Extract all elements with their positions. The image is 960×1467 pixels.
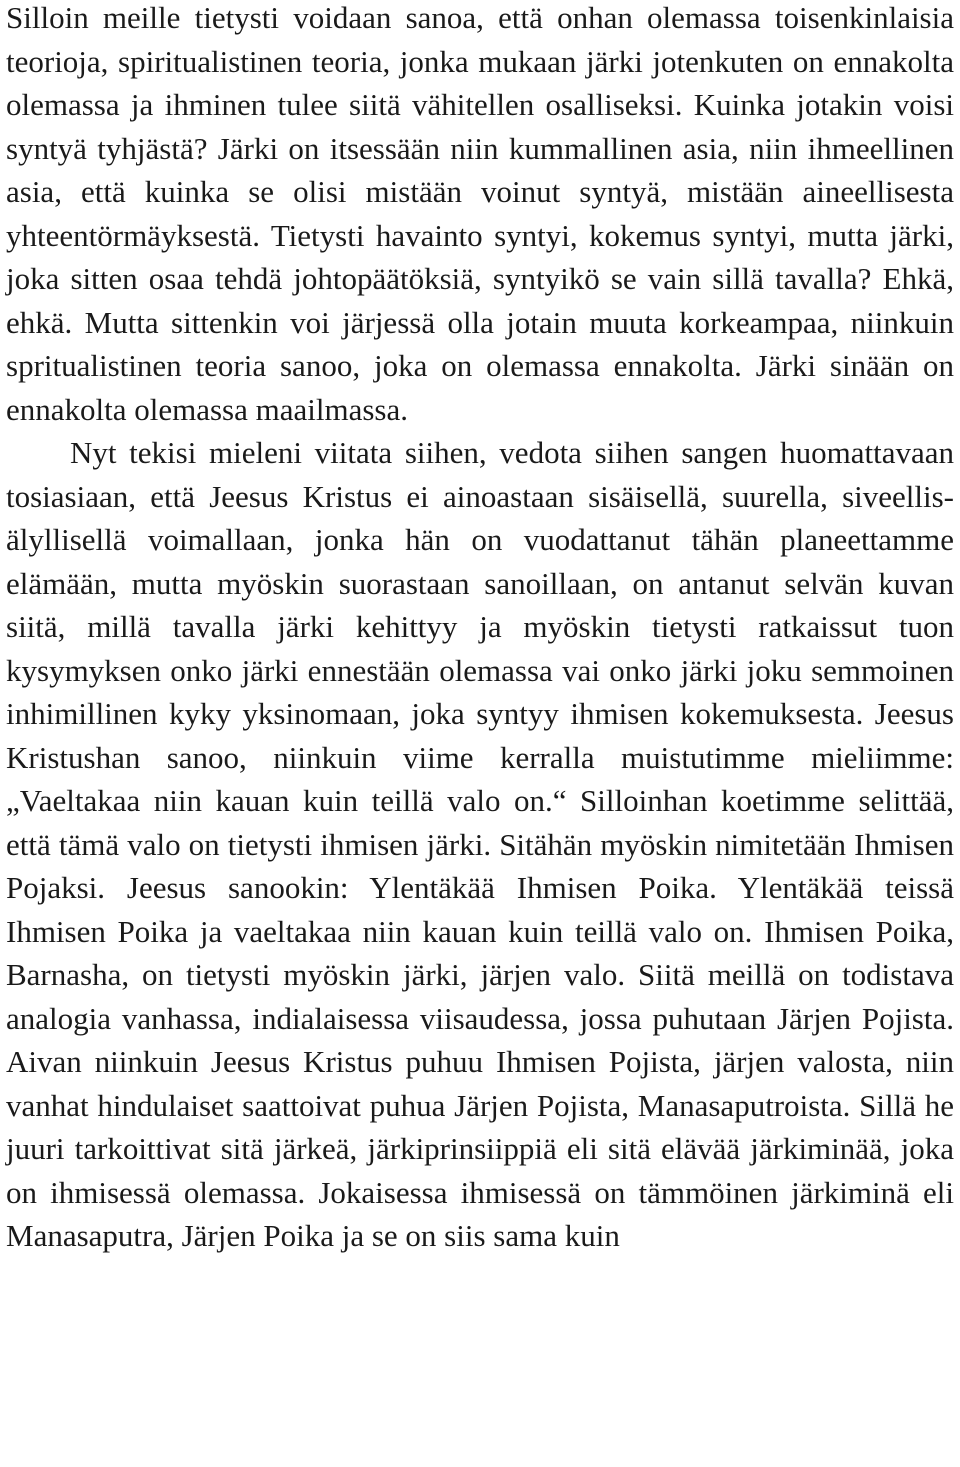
paragraph-1: Silloin meille tietysti voidaan sanoa, että onhan olemassa toisenkinlaisia teorioja, spiritualistinen teoria, jonka mukaan järki jotenkuten on ennakolta olemassa ja ihminen tulee siitä vähitellen osalliseksi. Kuinka jotakin voisi syntyä tyhjästä? Järki on itsessään niin kummallinen asia, niin ihmeellinen asia, että kuinka se olisi mistään voinut syntyä, mistään aineellisesta yhteentörmäyksestä. Tietysti havainto syntyi, kokemus syntyi, mutta järki, joka sitten osaa tehdä johtopäätöksiä, syntyikö se vain sillä tavalla? Ehkä, ehkä. Mutta sittenkin voi järjessä olla jotain muuta korkeampaa, niinkuin spritualistinen teoria sanoo, joka on olemassa ennakolta. Järki sinään on ennakolta olemassa maailmassa. (6, 0, 954, 427)
paragraph-2: Nyt tekisi mieleni viitata siihen, vedota siihen sangen huomattavaan tosiasiaan, että Jeesus Kristus ei ainoastaan sisäisellä, suurella, siveellis-älyllisellä voimallaan, jonka hän on vuodattanut tähän planeettamme elämään, mutta myöskin suorastaan sanoillaan, on antanut selvän kuvan siitä, millä tavalla järki kehittyy ja myöskin tietysti ratkaissut tuon kysymyksen onko järki ennestään olemassa vai onko järki joku semmoinen inhimillinen kyky yksinomaan, joka syntyy ihmisen kokemuksesta. Jeesus Kristushan sanoo, niinkuin viime kerralla muistutimme mieliimme: „Vaeltakaa niin kauan kuin teillä valo on.“ Silloinhan koetimme selittää, että tämä valo on tietysti ihmisen järki. Sitähän myöskin nimitetään Ihmisen Pojaksi. Jeesus sanookin: Ylentäkää Ihmisen Poika. Ylentäkää teissä Ihmisen Poika ja vaeltakaa niin kauan kuin teillä valo on. Ihmisen Poika, Barnasha, on tietysti myöskin järki, järjen valo. Siitä meillä on todistava analogia vanhassa, indialaisessa viisaudessa, jossa puhutaan Järjen Pojista. Aivan niinkuin Jeesus Kristus puhuu Ihmisen Pojista, järjen valosta, niin vanhat hindulaiset saattoivat puhua Järjen Pojista, Manasaputroista. Sillä he juuri tarkoittivat sitä järkeä, järkiprinsiippiä eli sitä elävää järkiminää, joka on ihmisessä olemassa. Jokaisessa ihmisessä on tämmöinen järkiminä eli Manasaputra, Järjen Poika ja se on siis sama kuin (6, 435, 954, 1253)
